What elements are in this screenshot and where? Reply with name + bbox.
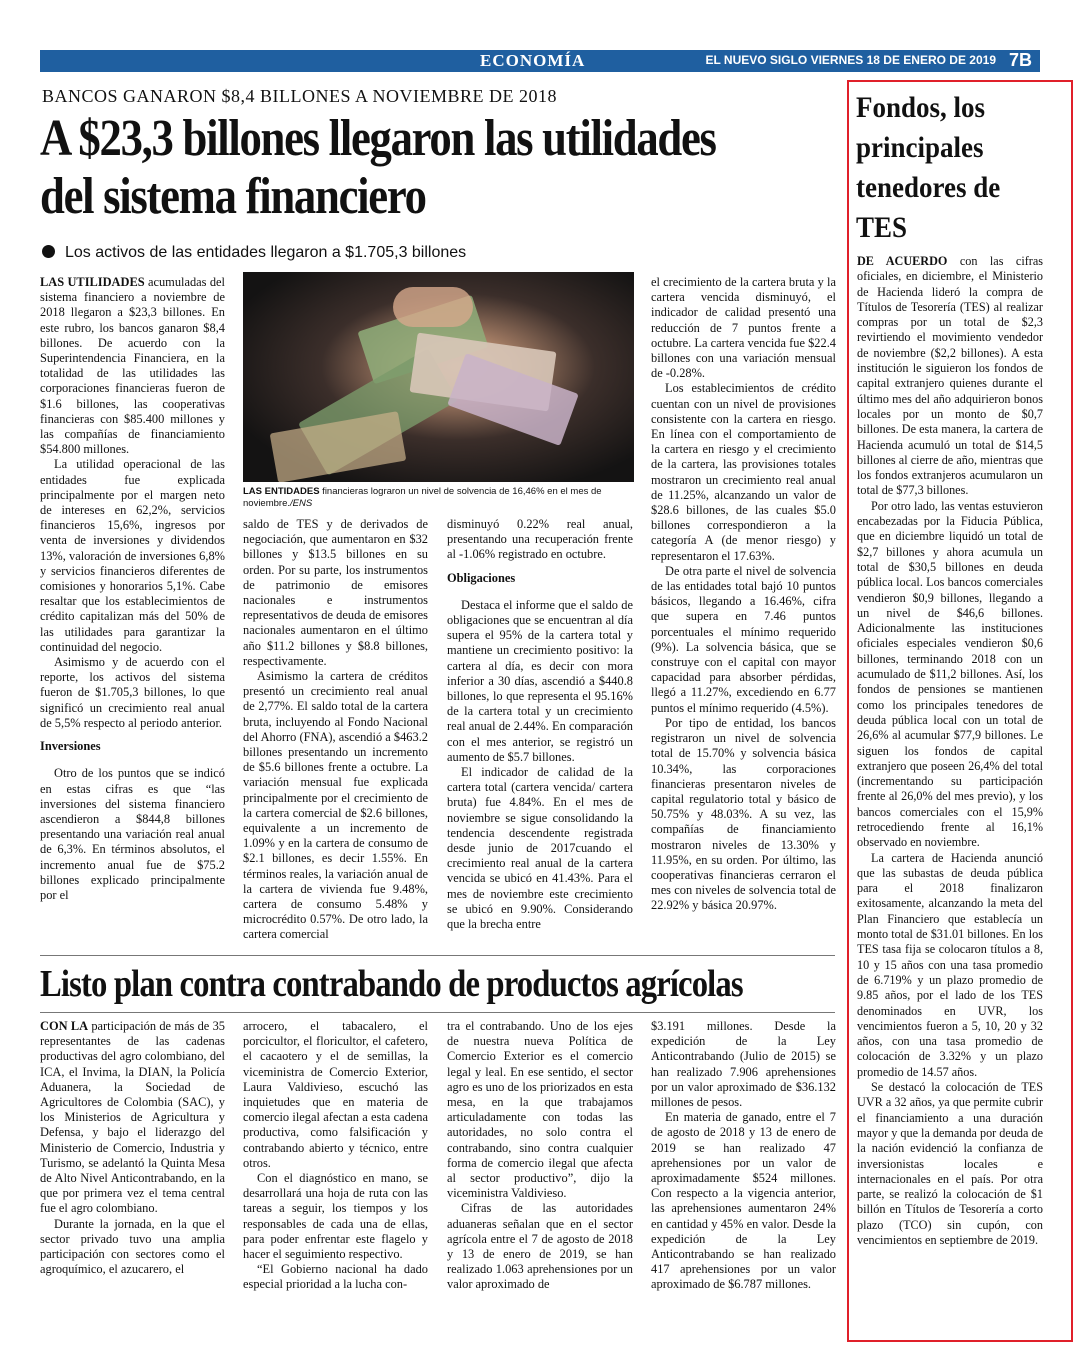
paragraph: Durante la jornada, en la que el sector privado tuvo una amplia participación con sectores como el agroquímico, el azucarero, el (40, 1216, 225, 1277)
paragraph: CON LA participación de más de 35 representantes de las cadenas productivas del agro colombiano, del ICA, el Invima, la DIAN, la Policía Aduanera, la Sociedad de Agricultores de Colombia (SAC), y los Ministerios de Agricultura y Defensa, y bajo el liderazgo del Ministerio de Comercio, Industria y Turismo, se adelantó la Quinta Mesa de Alto Nivel Anticontrabando, en la que por primera vez el tema central fue el agro colombiano. (40, 1019, 225, 1216)
paragraph: Asimismo y de acuerdo con el reporte, los activos del sistema fueron de $1.705,3 billones, lo que significó un crecimiento real anual de 5,5% respecto al periodo anterior. (40, 655, 225, 730)
second-column-4 (651, 1019, 836, 1293)
paragraph: Se destacó la colocación de TES UVR a 32 años, ya que permite cubrir el financiamiento a una duración mayor y que la demanda por deuda de la nación evidenció la confianza de inversionistas locales e internacionales en el país. Por otra parte, se realizó la colocación de $1 billón en Títulos de Tesorería a corto plazo (TCO) sin cupón, con vencimientos en septiembre de 2019. (857, 1080, 1043, 1247)
paragraph: El indicador de calidad de la cartera total (cartera vencida/ cartera bruta) fue 4.84%. En el mes de noviembre se sigue consolidando la tendencia descendente registrada desde junio de 2017cuando el crecimiento real anual de la cartera vencida se ubicó en 41.43%. Para el mes de noviembre este crecimiento se ubicó en 9.90%. Considerando que la brecha entre (447, 765, 633, 932)
article-headline: A $23,3 billones llegaron las utilidades del sistema financiero (40, 110, 716, 225)
paragraph: De otra parte el nivel de solvencia de las entidades total bajó 10 puntos básicos, llegando a 16.46%, cifra que supera en 7.46 puntos porcentuales el mínimo requerido (9%). La solvencia básica, que se construye con el capital con mayor capacidad para absorber pérdidas, llegó a 11.27%, excediendo en 6.77 puntos el mínimo requerido (4.5%). (651, 563, 836, 715)
main-column-1 (40, 275, 225, 903)
article-divider (40, 955, 835, 956)
lead-in: CON LA (40, 1019, 89, 1033)
paragraph: Destaca el informe que el saldo de obligaciones que se encuentran al día supera el 95% de la cartera total y mantiene un crecimiento positivo: la cartera al día, es decir con mora inferior a 30 días, ascendió a $440.8 billones, lo que representa el 95.16% de la cartera total y un crecimiento real anual de 2.44%. En comparación con el mes anterior, se registró un aumento de $5.7 billones. (447, 597, 633, 764)
lead-in: LAS UTILIDADES (40, 275, 145, 289)
paragraph: En materia de ganado, entre el 7 de agosto de 2018 y 13 de enero de 2019 se han realizado 47 aprehensiones por un valor de aproximadamente $524 millones. Con respecto a la vigencia anterior, las aprehensiones aumentaron 24% en cantidad y 45% en valor. Desde la expedición de la Ley Anticontrabando se han realizado 417 aprehensiones por un valor aproximado de $6.787 millones. (651, 1110, 836, 1292)
paragraph: Asimismo la cartera de créditos presentó un crecimiento real anual de 2,77%. El saldo total de la cartera bruta, incluyendo al Fondo Nacional del Ahorro (FNA), ascendió a $463.2 billones presentando un incremento de $5.6 billones frente a octubre. La variación mensual fue explicada principalmente por el crecimiento de la cartera comercial de $2.6 billones, equivalente a un incremento de 1.09% y en la cartera de consumo de $2.1 billones, es decir 1.55%. En términos reales, la variación anual de la cartera de vivienda fue 9.48%, cartera de consumo 5.48% y microcrédito 0.57%. De otro lado, la cartera comercial (243, 669, 428, 942)
section-name: ECONOMÍA (480, 51, 586, 70)
paragraph: saldo de TES y de derivados de negociación, que aumentaron en $32 billones y $13.5 billones en su orden. Por su parte, los instrumentos de patrimonio de emisores nacionales e instrumentos representativos de deuda de emisores nacionales aumentaron en el último año $11.2 billones y $8.8 billones, respectivamente. (243, 517, 428, 668)
paragraph: Cifras de las autoridades aduaneras señalan que en el sector agrícola entre el 7 de agosto de 2018 y 13 de enero de 2019, se han realizado 1.063 aprehensiones por un valor aproximado de (447, 1201, 633, 1292)
main-column-4 (651, 275, 836, 914)
second-column-3 (447, 1019, 633, 1293)
article-photo-money-hands (243, 272, 634, 482)
second-article-headline: Listo plan contra contrabando de productos agrícolas (40, 963, 743, 1005)
paragraph: “El Gobierno nacional ha dado especial prioridad a la lucha con- (243, 1262, 428, 1292)
paragraph: Los establecimientos de crédito cuentan con un nivel de provisiones consistente con la cartera en riesgo. En línea con el comportamiento de la cartera en riesgo y el crecimiento de la cartera, las provisiones totales mostraron un crecimiento real anual de 11.25%, alcanzando un valor de $28.6 billones, de las cuales $5.0 billones correspondieron a la categoría A (de menor riesgo) y representaron el 17.63%. (651, 381, 836, 563)
main-column-2 (243, 517, 428, 943)
paragraph: arrocero, el tabacalero, el porcicultor, el floricultor, el cafetero, el cacaotero y el de semillas, la viceministra de Comercio Exterior, Laura Valdivieso, escuchó las inquietudes que en materia de comercio ilegal afectan a esta cadena productiva, como falsificación y contrabando abierto y técnico, entre otros. (243, 1019, 428, 1170)
section-header-bar (40, 50, 1040, 72)
second-column-1 (40, 1019, 225, 1277)
paragraph: Con el diagnóstico en mano, se desarrollará una hoja de ruta con las tareas a seguir, los tiempos y los responsables de cada una de ellas, para poder enfrentar este flagelo y hacer el seguimiento respectivo. (243, 1171, 428, 1262)
photo-caption: LAS ENTIDADES financieras lograron un nivel de solvencia de 16,46% en el mes de noviembre./ENS (243, 486, 602, 509)
sidebar-title: Fondos, los principales tenedores de TES (856, 91, 1001, 244)
paragraph: LAS UTILIDADES acumuladas del sistema financiero a noviembre de 2018 llegaron a $23,3 billones. En este rubro, los bancos ganaron $8,4 billones. De acuerdo con la Superintendencia Financiera, en la totalidad de las utilidades las corporaciones financieras fueron de $1.6 billones, las cooperativas financieras con $85.400 millones y las compañías de financiamiento $54.800 millones. (40, 275, 225, 457)
subheadline-text: Los activos de las entidades llegaron a $1.705,3 billones (65, 244, 467, 261)
sidebar-body (857, 254, 1043, 1248)
photo-credit: /ENS (290, 498, 313, 509)
main-column-3 (447, 517, 633, 932)
subheading: Inversiones (40, 739, 101, 754)
page-number: 7B (1008, 50, 1032, 70)
paragraph: La utilidad operacional de las entidades fue explicada principalmente por el margen neto de intereses en 62,2%, servicios financieros 15,6%, ingresos por venta de inversiones y dividendos 13%, valoración de inversiones 6,8% y servicios financieros diferentes de comisiones y honorarios 5,1%. Cabe resaltar que los establecimientos de crédito capitalizan más del 50% de las utilidades para garantizar la continuidad del negocio. (40, 457, 225, 654)
article-subheadline (42, 244, 466, 262)
lead-in: DE ACUERDO (857, 254, 948, 268)
paragraph: disminuyó 0.22% real anual, presentando una recuperación frente al -1.06% registrado en octubre. (447, 517, 633, 562)
paragraph: tra el contrabando. Uno de los ejes de nuestra nueva Política de Comercio Exterior es el comercio legal y leal. En ese sentido, el sector agro es uno de los priorizados en esta mesa, en la que trabajamos articuladamente con todas las autoridades, no solo contra el contrabando, sino contra cualquier forma de comercio ilegal que afecta al sector productivo”, dijo la viceministra Valdivieso. (447, 1019, 633, 1201)
subheading: Obligaciones (447, 570, 516, 585)
headline-rule (40, 1012, 835, 1013)
paragraph: DE ACUERDO con las cifras oficiales, en diciembre, el Ministerio de Hacienda lideró la compra de Títulos de Tesorería (TES) al realizar compras por un total de $2,3 revirtiendo el movimiento vendedor de noviembre ($2,2 billones). A esta institución le siguieron los fondos de capital extranjero quienes durante el último mes del año adquirieron bonos locales por un monto de $0,7 billones. De esta manera, la cartera de Hacienda acumuló un total de $14,5 billones al cierre de año, mientras que los fondos extranjeros acumularon un total de $77,3 billones. (857, 254, 1044, 498)
paragraph: el crecimiento de la cartera bruta y la cartera vencida disminuyó, el indicador de calidad presentó una reducción de 7 puntos frente a octubre. La cartera vencida fue $22.4 billones con una variación mensual de -0.28%. (651, 275, 836, 381)
second-column-2 (243, 1019, 428, 1293)
paragraph: Por tipo de entidad, los bancos registraron un nivel de solvencia total de 15.70% y solvencia básica 10.34%, las corporaciones financieras presentaron niveles de capital regulatorio total y básico de 50.75% y 48.03%. A su vez, las compañías de financiamiento mostraron niveles de 13.30% y 11.95%, en su orden. Por último, las cooperativas financieras cerraron el mes con niveles de solvencia total de 22.92% y básica 20.97%. (651, 715, 836, 913)
article-kicker: BANCOS GANARON $8,4 BILLONES A NOVIEMBRE DE 2018 (42, 86, 558, 106)
newspaper-date: EL NUEVO SIGLO VIERNES 18 DE ENERO DE 2019 (705, 53, 996, 67)
paragraph: La cartera de Hacienda anunció que las subastas de deuda pública para el 2018 finalizaron exitosamente, alcanzando la meta del Plan Financiero que establecía un monto total de $31.01 billones. En los TES tasa fija se colocaron títulos a 8, 10 y 15 años con una tasa promedio de 6.719% y un plazo promedio de 9.85 años, por el lado de los TES denominados en UVR, los vencimientos fueron a 5, 10, 20 y 32 años, con una tasa promedio de colocación de 3.32% y un plazo promedio de 14.57 años. (857, 850, 1043, 1079)
bullet-icon (42, 245, 55, 258)
paragraph: $3.191 millones. Desde la expedición de la Ley Anticontrabando (Julio de 2015) se han realizado 7.906 aprehensiones por un valor aproximado de $36.132 millones de pesos. (651, 1019, 836, 1110)
paragraph: Por otro lado, las ventas estuvieron encabezadas por la Fiducia Pública, que en diciembre liquidó un total de $2,7 billones y ahora acumula un total de $30,5 billones en deuda pública local. Los bancos comerciales vendieron $0,9 billones, llegando a un nivel de $46,6 billones. Adicionalmente las instituciones oficiales especiales vendieron $0,6 billones, terminando 2018 con un acumulado de $11,2 billones. Así, los fondos de pensiones se mantienen como los principales tenedores de deuda pública local con un total de 26,6% al acumular $77,9 billones. Le siguen los fondos de capital extranjero que poseen 26,4% del total (incrementando su participación frente al 26,0% del mes previo), y los bancos comerciales con el 15,9% retrocediendo frente al 16,1% observado en noviembre. (857, 498, 1043, 850)
paragraph: Otro de los puntos que se indicó en estas cifras es que “las inversiones del sistema financiero ascendieron a $844,8 billones presentando una variación real anual de 6,3%. En términos absolutos, el incremento anual fue de $75.2 billones explicado principalmente por el (40, 766, 225, 902)
caption-lead: LAS ENTIDADES (243, 486, 320, 497)
